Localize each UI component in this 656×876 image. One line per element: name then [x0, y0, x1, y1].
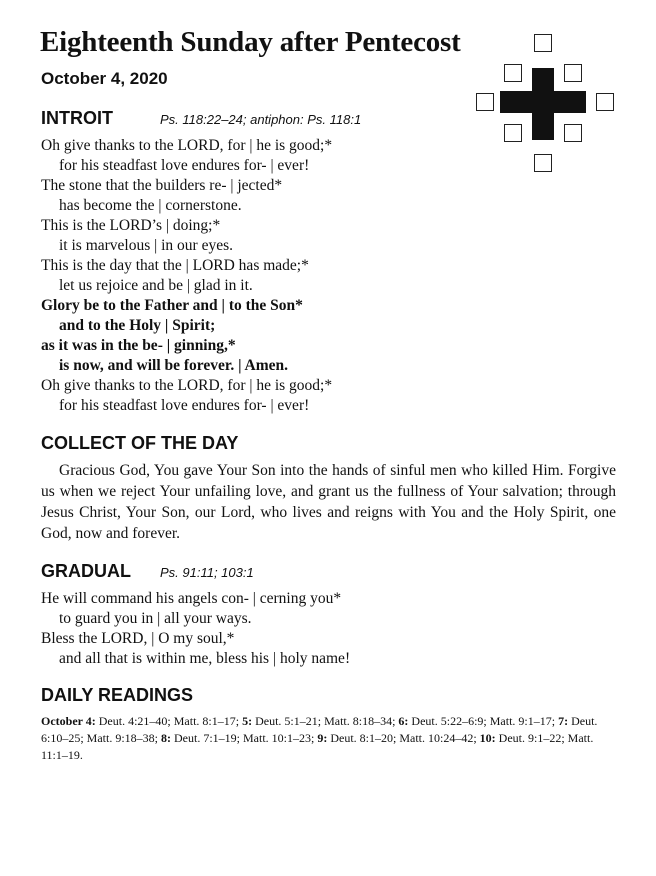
introit-verse-line: let us rejoice and be | glad in it.	[59, 277, 253, 294]
introit-verse-line: This is the day that the | LORD has made;*	[41, 257, 309, 274]
collect-heading: COLLECT OF THE DAY	[41, 433, 239, 453]
reading-day: 10:	[479, 731, 496, 745]
page-title: Eighteenth Sunday after Pentecost	[40, 26, 461, 58]
introit-verse-line: Glory be to the Father and | to the Son*	[41, 297, 303, 314]
introit-verse-line: it is marvelous | in our eyes.	[59, 237, 234, 254]
collect-text: Gracious God, You gave Your Son into the hands of sinful men who killed Him. Forgive us when we reject Your unfailing love, and grant us the fullness of Your salvation; through Jesus Christ, Your Son, our Lord, who lives and reigns with You and the Holy Spirit, one God, now and forever.	[41, 462, 616, 542]
introit-verse-line: has become the | cornerstone.	[59, 197, 242, 214]
reading-refs: Deut. 8:1–20; Matt. 10:24–42;	[330, 731, 477, 745]
gradual-heading: GRADUAL	[41, 561, 131, 581]
introit-verse-line: The stone that the builders re- | jected*	[41, 177, 283, 194]
introit-verse-line: as it was in the be- | ginning,*	[41, 337, 236, 354]
gradual-reference: Ps. 91:11; 103:1	[160, 565, 254, 580]
cross-icon	[476, 34, 614, 174]
introit-verse-line: Oh give thanks to the LORD, for | he is good;*	[41, 377, 333, 394]
reading-day: October 4:	[41, 714, 96, 728]
introit-reference: Ps. 118:22–24; antiphon: Ps. 118:1	[160, 112, 362, 127]
gradual-verse-line: and all that is within me, bless his | holy name!	[59, 650, 351, 667]
introit-verses	[41, 136, 332, 416]
reading-day: 5:	[242, 714, 253, 728]
gradual-verse-line: to guard you in | all your ways.	[59, 610, 252, 627]
gradual-verses	[41, 589, 350, 669]
introit-heading: INTROIT	[41, 108, 113, 128]
introit-verse-line: for his steadfast love endures for- | ever!	[59, 397, 310, 414]
reading-refs: Deut. 6:10–25; Matt. 9:18–38;	[41, 714, 598, 745]
reading-refs: Deut. 5:1–21; Matt. 8:18–34;	[255, 714, 396, 728]
introit-verse-line: is now, and will be forever. | Amen.	[59, 357, 289, 374]
reading-refs: Deut. 9:1–22; Matt. 11:1–19.	[41, 731, 594, 762]
daily-readings-heading: DAILY READINGS	[41, 685, 194, 705]
introit-verse-line: and to the Holy | Spirit;	[59, 317, 216, 334]
gradual-verse-line: He will command his angels con- | cerning you*	[41, 590, 342, 607]
reading-day: 8:	[161, 731, 171, 745]
introit-verse-line: This is the LORD’s | doing;*	[41, 217, 221, 234]
service-date: October 4, 2020	[41, 69, 168, 88]
gradual-verse-line: Bless the LORD, | O my soul,*	[41, 630, 235, 647]
introit-verse-line: Oh give thanks to the LORD, for | he is good;*	[41, 137, 333, 154]
reading-day: 6:	[398, 714, 409, 728]
reading-refs: Deut. 7:1–19; Matt. 10:1–23;	[174, 731, 315, 745]
introit-verse-line: for his steadfast love endures for- | ever!	[59, 157, 310, 174]
reading-day: 9:	[317, 731, 328, 745]
reading-day: 7:	[558, 714, 569, 728]
reading-refs: Deut. 5:22–6:9; Matt. 9:1–17;	[411, 714, 556, 728]
reading-refs: Deut. 4:21–40; Matt. 8:1–17;	[98, 714, 240, 728]
daily-readings-list	[41, 713, 616, 764]
